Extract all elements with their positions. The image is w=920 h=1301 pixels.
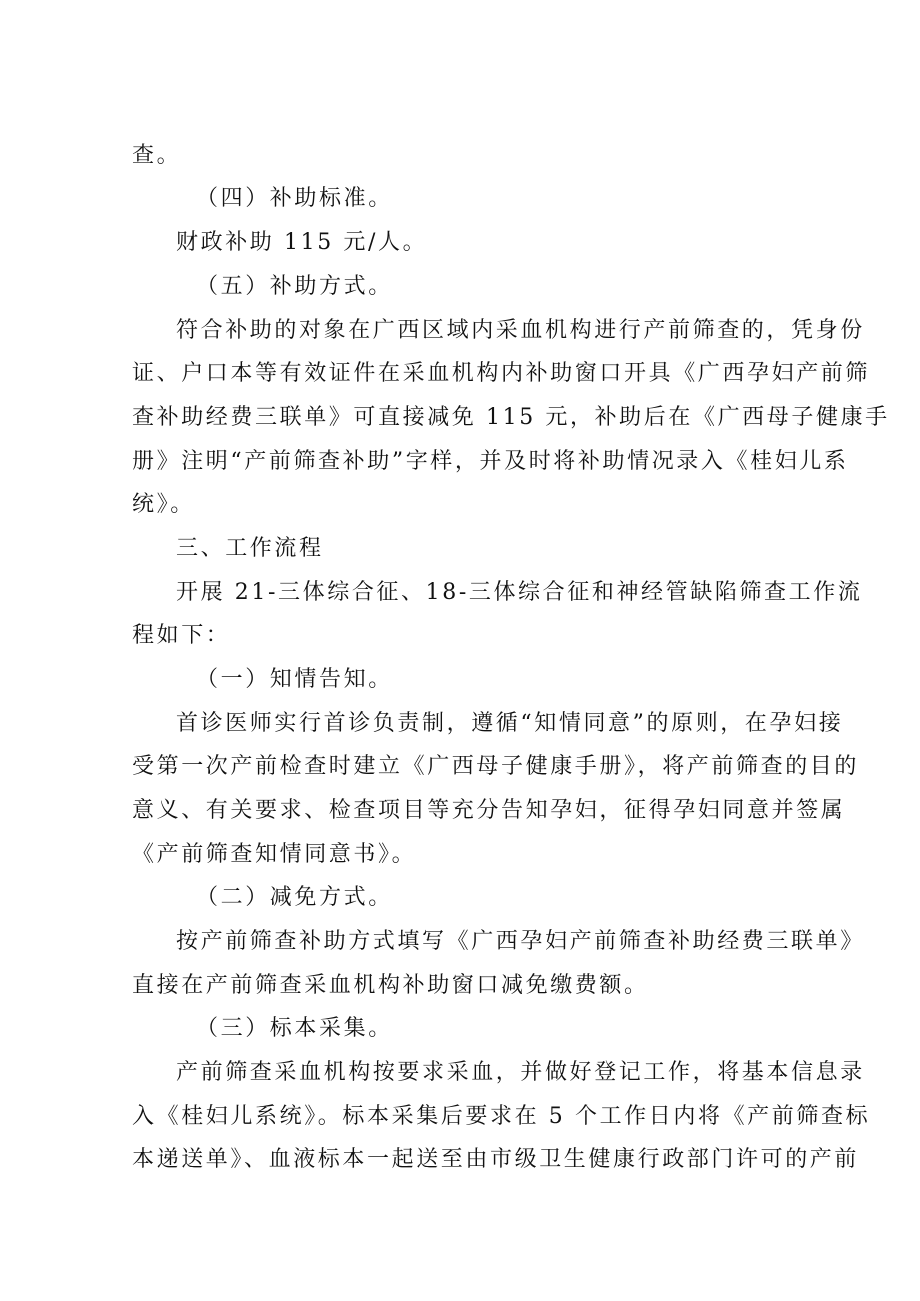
text-line: 统》。 bbox=[132, 492, 195, 517]
text-line: 受第一次产前检查时建立《广西母子健康手册》，将产前筛查的目的 bbox=[132, 754, 860, 779]
text-line: 开展 21-三体综合征、18-三体综合征和神经管缺陷筛查工作流 bbox=[176, 580, 863, 605]
text-line: 入《桂妇儿系统》。标本采集后要求在 5 个工作日内将《产前筛查标 bbox=[132, 1104, 871, 1129]
section-heading: （一）知情告知。 bbox=[196, 667, 393, 692]
section-heading: （五）补助方式。 bbox=[196, 274, 393, 299]
text-line: 《产前筛查知情同意书》。 bbox=[132, 842, 417, 867]
section-heading: 三、工作流程 bbox=[176, 536, 324, 561]
section-heading: （四）补助标准。 bbox=[196, 186, 393, 211]
text-line: 首诊医师实行首诊负责制，遵循“知情同意”的原则，在孕妇接 bbox=[176, 711, 844, 736]
text-line: 册》注明“产前筛查补助”字样，并及时将补助情况录入《桂妇儿系 bbox=[132, 449, 849, 474]
text-line: 按产前筛查补助方式填写《广西孕妇产前筛查补助经费三联单》 bbox=[176, 929, 865, 954]
text-line: 程如下： bbox=[132, 623, 231, 648]
text-line: 查补助经费三联单》可直接减免 115 元，补助后在《广西母子健康手 bbox=[132, 405, 890, 430]
text-line: 本递送单》、血液标本一起送至由市级卫生健康行政部门许可的产前 bbox=[132, 1147, 860, 1172]
text-line: 符合补助的对象在广西区域内采血机构进行产前筛查的，凭身份 bbox=[176, 318, 865, 343]
section-heading: （三）标本采集。 bbox=[196, 1016, 393, 1041]
text-line: 意义、有关要求、检查项目等充分告知孕妇，征得孕妇同意并签属 bbox=[132, 798, 846, 823]
text-line: 产前筛查采血机构按要求采血，并做好登记工作，将基本信息录 bbox=[176, 1060, 865, 1085]
text-line: 直接在产前筛查采血机构补助窗口减免缴费额。 bbox=[132, 973, 649, 998]
text-line: 查。 bbox=[132, 143, 182, 168]
text-line: 证、户口本等有效证件在采血机构内补助窗口开具《广西孕妇产前筛 bbox=[132, 361, 871, 386]
text-line: 财政补助 115 元/人。 bbox=[176, 230, 428, 255]
section-heading: （二）减免方式。 bbox=[196, 885, 393, 910]
